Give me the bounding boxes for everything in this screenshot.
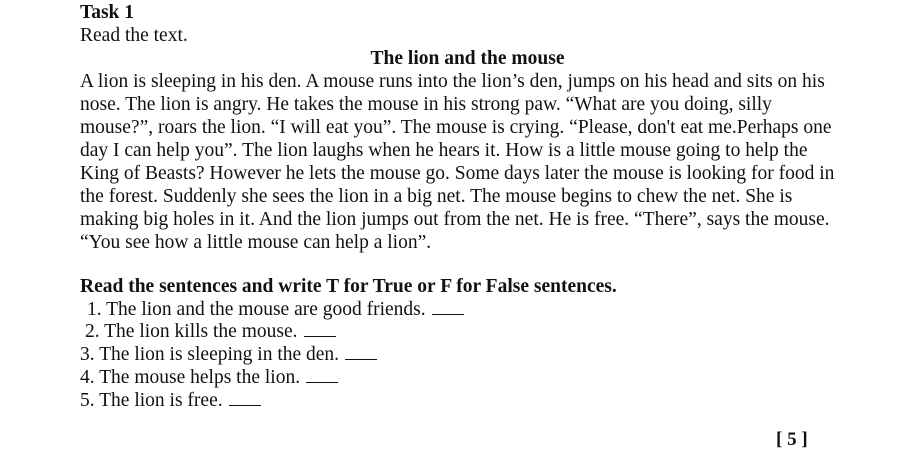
story-line: King of Beasts? However he lets the mouse go. Some days later the mouse is looking for food in — [80, 163, 835, 184]
story-text — [80, 70, 880, 254]
story-line: the forest. Suddenly she sees the lion in a big net. The mouse begins to chew the net. She is — [80, 186, 793, 207]
story-line: A lion is sleeping in his den. A mouse runs into the lion’s den, jumps on his head and sits on his — [80, 71, 825, 92]
story-line: nose. The lion is angry. He takes the mouse in his strong paw. “What are you doing, silly — [80, 94, 772, 115]
question-text: 4. The mouse helps the lion. — [80, 367, 301, 388]
answer-blank[interactable] — [432, 298, 464, 315]
question-item — [87, 298, 464, 321]
answer-blank[interactable] — [345, 343, 377, 360]
answer-blank[interactable] — [229, 389, 261, 406]
story-line: making big holes in it. And the lion jumps out from the net. He is free. “There”, says the mouse. — [80, 209, 830, 230]
questions-title: Read the sentences and write T for True or F for False sentences. — [80, 276, 617, 297]
story-line: “You see how a little mouse can help a lion”. — [80, 232, 432, 253]
task-instruction: Read the text. — [80, 25, 188, 46]
story-title: The lion and the mouse — [370, 48, 565, 69]
question-text: 5. The lion is free. — [80, 390, 223, 411]
story-line: day I can help you”. The lion laughs when he hears it. How is a little mouse going to help the — [80, 140, 808, 161]
task-title: Task 1 — [80, 2, 135, 23]
score-label: [ 5 ] — [776, 429, 808, 450]
answer-blank[interactable] — [306, 366, 338, 383]
question-text: 3. The lion is sleeping in the den. — [80, 344, 340, 365]
story-line: mouse?”, roars the lion. “I will eat you”. The mouse is crying. “Please, don't eat me.Perhaps one — [80, 117, 832, 138]
question-item — [80, 389, 261, 412]
question-item — [80, 366, 338, 389]
question-text: 2. The lion kills the mouse. — [85, 321, 298, 342]
answer-blank[interactable] — [304, 320, 336, 337]
question-text: 1. The lion and the mouse are good friends. — [87, 299, 426, 320]
question-item — [85, 320, 336, 343]
question-item — [80, 343, 377, 366]
